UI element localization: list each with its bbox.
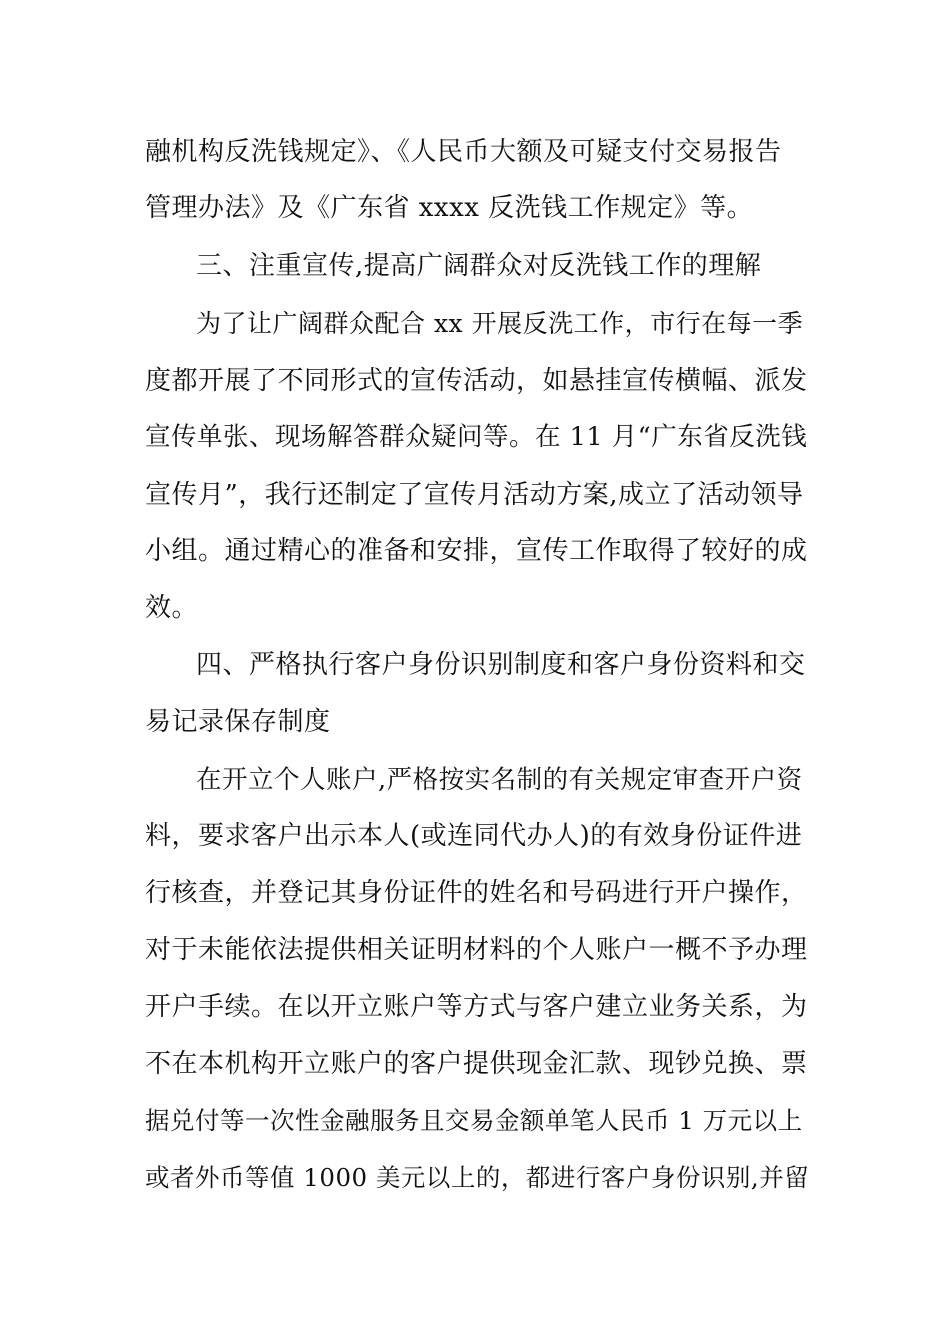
paragraph-line: 在开立个人账户,严格按实名制的有关规定审查开户资 xyxy=(196,765,803,795)
paragraph-line: 管理办法》及《广东省 xxxx 反洗钱工作规定》等。 xyxy=(145,193,754,223)
paragraph-line: 度都开展了不同形式的宣传活动，如悬挂宣传横幅、派发 xyxy=(145,366,808,396)
section-heading: 三、注重宣传,提高广阔群众对反洗钱工作的理解 xyxy=(196,251,762,281)
paragraph-line: 宣传单张、现场解答群众疑问等。在 11 月“广东省反洗钱 xyxy=(145,422,808,452)
section-heading: 易记录保存制度 xyxy=(145,707,331,737)
paragraph-line: 效。 xyxy=(145,593,199,623)
paragraph-line: 小组。通过精心的准备和安排，宣传工作取得了较好的成 xyxy=(145,536,808,566)
paragraph-line: 为了让广阔群众配合 xx 开展反洗工作，市行在每一季 xyxy=(196,309,804,338)
paragraph-line: 或者外币等值 1000 美元以上的，都进行客户身份识别,并留 xyxy=(145,1163,810,1192)
paragraph-line: 宣传月”，我行还制定了宣传月活动方案,成立了活动领导 xyxy=(145,480,804,510)
paragraph-line: 料，要求客户出示本人(或连同代办人)的有效身份证件进 xyxy=(145,821,803,851)
paragraph-line: 开户手续。在以开立账户等方式与客户建立业务关系，为 xyxy=(145,992,808,1022)
section-heading: 四、严格执行客户身份识别制度和客户身份资料和交 xyxy=(196,650,806,680)
paragraph-line: 融机构反洗钱规定》、《人民币大额及可疑支付交易报告 xyxy=(145,137,782,167)
paragraph-line: 对于未能依法提供相关证明材料的个人账户一概不予办理 xyxy=(145,935,808,965)
paragraph-line: 据兑付等一次性金融服务且交易金额单笔人民币 1 万元以上 xyxy=(145,1106,803,1135)
paragraph-line: 不在本机构开立账户的客户提供现金汇款、现钞兑换、票 xyxy=(145,1049,808,1079)
paragraph-line: 行核查，并登记其身份证件的姓名和号码进行开户操作， xyxy=(145,878,808,908)
